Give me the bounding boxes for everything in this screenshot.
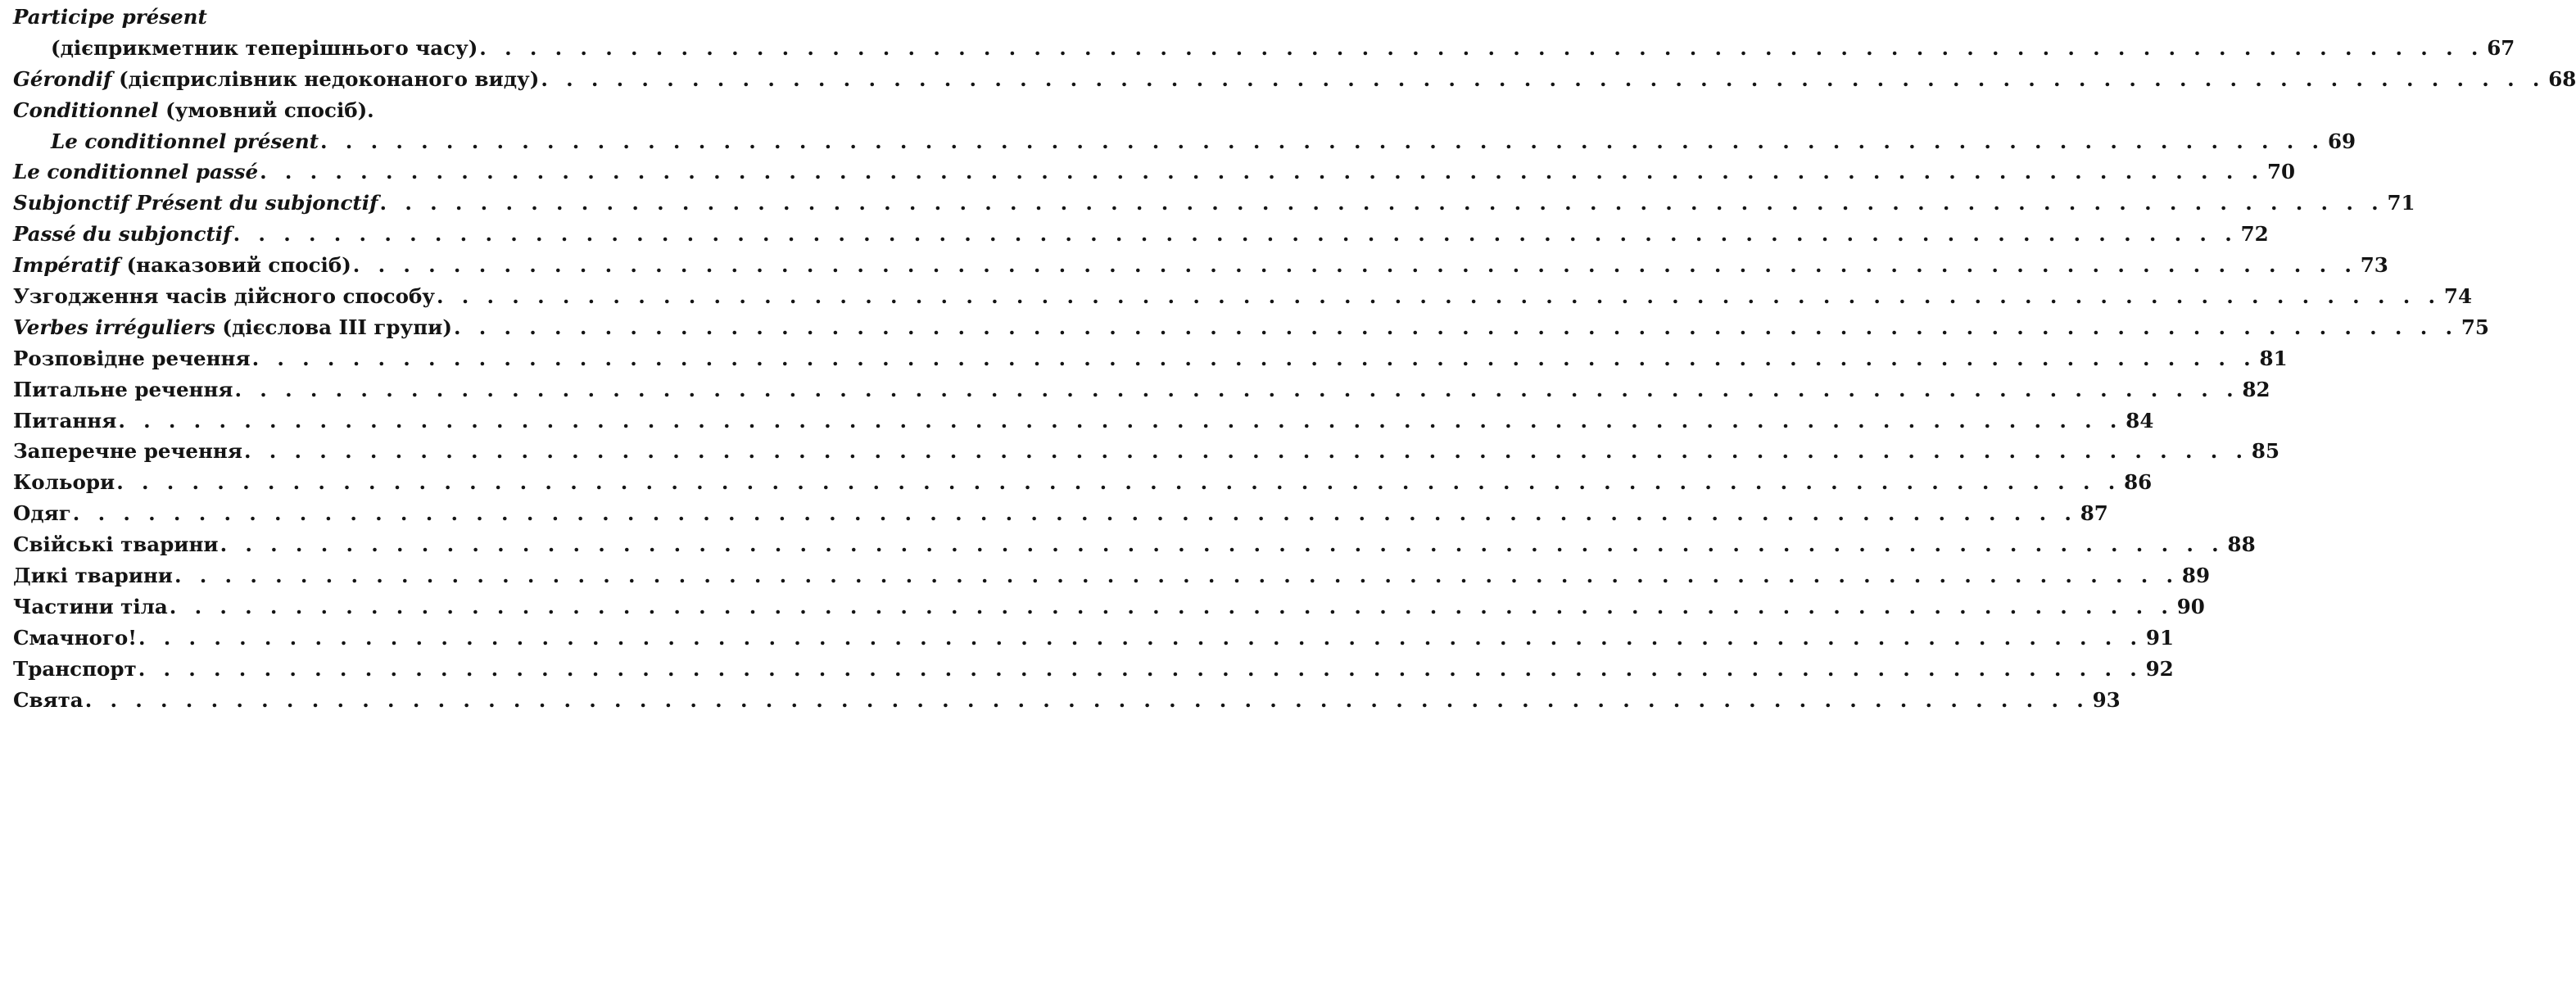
toc-entry-title [13, 343, 251, 374]
toc-entry-title [13, 405, 116, 437]
toc-entry-italic-text: Subjonctif Présent du subjonctif [13, 191, 378, 215]
toc-entry-italic-text: Impératif [13, 253, 120, 278]
toc-entry-plain-text: Заперечне речення [13, 439, 242, 464]
toc-entry-title [13, 529, 219, 560]
toc-entry-italic-text: Passé du subjonctif [13, 222, 232, 247]
toc-entry-title [51, 33, 478, 64]
toc-entry-page-number: 84 [2126, 408, 2154, 433]
toc-entry-plain-text: Свійські тварини [13, 532, 219, 557]
toc-entry-italic-text: Conditionnel [13, 97, 159, 122]
toc-entry [13, 343, 2288, 374]
toc-entry-title [13, 188, 378, 219]
toc-entry-page-number: 72 [2240, 222, 2269, 247]
dot-leader: . . . . . . . . . . . . . . . . . . . . . . . . . . . . . . . . . . . . . . . . . . . . . . . . . . . . . . . . . . . . . . . . . . . . . . . . . . . . . . . . [220, 532, 2225, 557]
toc-entry-plain-text: (дієприслівник недоконаного виду) [111, 66, 540, 91]
toc-entry [13, 498, 2108, 529]
toc-entry [13, 156, 2296, 188]
dot-leader: . . . . . . . . . . . . . . . . . . . . . . . . . . . . . . . . . . . . . . . . . . . . . . . . . . . . . . . . . . . . . . . . . . . . . . . . . . . . . . . . [320, 129, 2325, 153]
toc-entry-italic-text: Participe présent [13, 5, 207, 29]
toc-entry [13, 250, 2388, 281]
dot-leader: . . . . . . . . . . . . . . . . . . . . . . . . . . . . . . . . . . . . . . . . . . . . . . . . . . . . . . . . . . . . . . . . . . . . . . . . . . . . . . . . [251, 346, 2257, 370]
toc-entry-page-number: 73 [2360, 253, 2388, 278]
toc-entry [13, 591, 2205, 623]
toc-entry-page-number: 89 [2181, 564, 2211, 588]
dot-leader: . . . . . . . . . . . . . . . . . . . . . . . . . . . . . . . . . . . . . . . . . . . . . . . . . . . . . . . . . . . . . . . . . . . . . . . . . . . . . . . . [174, 564, 2179, 588]
toc-entry-page-number: 86 [2124, 470, 2153, 495]
toc-entry-plain-text: Питання [13, 408, 117, 433]
toc-entry-page-number: 67 [2487, 35, 2515, 60]
toc-entry [13, 312, 2489, 343]
toc-entry-title [13, 623, 137, 654]
toc-entry-title [13, 591, 168, 623]
toc-entry-plain-text: Транспорт [13, 656, 137, 681]
toc-entry-plain-text: Дикі тварини [13, 564, 173, 588]
toc-entry-italic-text: Le conditionnel présent [51, 129, 319, 153]
toc-entry-title [13, 436, 242, 467]
toc-entry-italic-text: Verbes irréguliers [13, 315, 215, 339]
toc-entry-title [13, 560, 173, 591]
toc-entry-page-number: 75 [2461, 315, 2489, 339]
toc-entry [13, 33, 2515, 64]
dot-leader: . . . . . . . . . . . . . . . . . . . . . . . . . . . . . . . . . . . . . . . . . . . . . . . . . . . . . . . . . . . . . . . . . . . . . . . . . . . . . . . . [118, 408, 2123, 433]
table-of-contents [13, 2, 2576, 715]
toc-entry-page-number: 70 [2267, 160, 2296, 184]
toc-entry [13, 188, 2415, 219]
dot-leader: . . . . . . . . . . . . . . . . . . . . . . . . . . . . . . . . . . . . . . . . . . . . . . . . . . . . . . . . . . . . . . . . . . . . . . . . . . . . . . . . [479, 35, 2484, 60]
toc-entry [13, 685, 2121, 716]
dot-leader: . . . . . . . . . . . . . . . . . . . . . . . . . . . . . . . . . . . . . . . . . . . . . . . . . . . . . . . . . . . . . . . . . . . . . . . . . . . . . . . . [72, 501, 2077, 526]
toc-entry-title [13, 685, 84, 716]
toc-entry [13, 219, 2269, 250]
toc-entry-page-number: 88 [2227, 532, 2256, 557]
toc-entry-plain-text: (наказовий спосіб) [120, 253, 351, 278]
toc-entry [13, 281, 2473, 312]
toc-entry-title [51, 126, 319, 157]
dot-leader: . . . . . . . . . . . . . . . . . . . . . . . . . . . . . . . . . . . . . . . . . . . . . . . . . . . . . . . . . . . . . . . . . . . . . . . . . . . . . . . . [116, 470, 2121, 495]
toc-entry-title [13, 2, 207, 33]
dot-leader: . . . . . . . . . . . . . . . . . . . . . . . . . . . . . . . . . . . . . . . . . . . . . . . . . . . . . . . . . . . . . . . . . . . . . . . . . . . . . . . . [453, 315, 2458, 339]
toc-entry-page-number: 68 [2548, 66, 2576, 91]
dot-leader: . . . . . . . . . . . . . . . . . . . . . . . . . . . . . . . . . . . . . . . . . . . . . . . . . . . . . . . . . . . . . . . . . . . . . . . . . . . . . . . . [379, 191, 2384, 215]
dot-leader: . . . . . . . . . . . . . . . . . . . . . . . . . . . . . . . . . . . . . . . . . . . . . . . . . . . . . . . . . . . . . . . . . . . . . . . . . . . . . . . . [436, 284, 2441, 309]
toc-entry [13, 436, 2280, 467]
toc-entry-plain-text: Частини тіла [13, 594, 168, 618]
dot-leader: . . . . . . . . . . . . . . . . . . . . . . . . . . . . . . . . . . . . . . . . . . . . . . . . . . . . . . . . . . . . . . . . . . . . . . . . . . . . . . . . [84, 687, 2089, 712]
toc-entry [13, 2, 634, 33]
toc-entry-title [13, 312, 452, 343]
toc-entry-title [13, 219, 232, 250]
toc-entry [13, 623, 2175, 654]
toc-entry-title [13, 95, 374, 126]
toc-entry-plain-text: Узгодження часів дійсного способу [13, 284, 435, 309]
toc-entry [13, 126, 2356, 157]
dot-leader: . . . . . . . . . . . . . . . . . . . . . . . . . . . . . . . . . . . . . . . . . . . . . . . . . . . . . . . . . . . . . . . . . . . . . . . . . . . . . . . . [138, 625, 2143, 650]
toc-entry-plain-text: (умовний спосіб). [158, 97, 374, 122]
dot-leader: . . . . . . . . . . . . . . . . . . . . . . . . . . . . . . . . . . . . . . . . . . . . . . . . . . . . . . . . . . . . . . . . . . . . . . . . . . . . . . . . [260, 160, 2264, 184]
dot-leader: . . . . . . . . . . . . . . . . . . . . . . . . . . . . . . . . . . . . . . . . . . . . . . . . . . . . . . . . . . . . . . . . . . . . . . . . . . . . . . . . [541, 66, 2546, 91]
toc-entry-page-number: 69 [2327, 129, 2356, 153]
toc-entry [13, 95, 634, 126]
toc-entry-plain-text: Кольори [13, 470, 115, 495]
toc-entry-plain-text: (дієприкметник теперішнього часу) [51, 35, 478, 60]
toc-entry-italic-text: Gérondif [13, 66, 112, 91]
toc-entry-title [13, 281, 435, 312]
toc-entry-italic-text: Le conditionnel passé [13, 160, 259, 184]
toc-entry-title [13, 64, 539, 95]
toc-entry-plain-text: Свята [13, 687, 84, 712]
toc-entry-plain-text: Питальне речення [13, 377, 233, 401]
toc-entry-title [13, 498, 71, 529]
toc-entry-page-number: 82 [2242, 377, 2270, 401]
toc-entry-title [13, 467, 115, 498]
toc-entry-title [13, 654, 137, 685]
toc-entry-plain-text: Смачного! [13, 625, 137, 650]
toc-entry-page-number: 85 [2251, 439, 2280, 464]
toc-entry-title [13, 374, 233, 405]
toc-entry-page-number: 74 [2443, 284, 2473, 309]
dot-leader: . . . . . . . . . . . . . . . . . . . . . . . . . . . . . . . . . . . . . . . . . . . . . . . . . . . . . . . . . . . . . . . . . . . . . . . . . . . . . . . . [352, 253, 2357, 278]
toc-entry-page-number: 91 [2145, 625, 2175, 650]
dot-leader: . . . . . . . . . . . . . . . . . . . . . . . . . . . . . . . . . . . . . . . . . . . . . . . . . . . . . . . . . . . . . . . . . . . . . . . . . . . . . . . . [233, 222, 2238, 247]
toc-entry [13, 467, 2153, 498]
toc-entry [13, 529, 2256, 560]
toc-entry-plain-text: Розповідне речення [13, 346, 251, 370]
dot-leader: . . . . . . . . . . . . . . . . . . . . . . . . . . . . . . . . . . . . . . . . . . . . . . . . . . . . . . . . . . . . . . . . . . . . . . . . . . . . . . . . [138, 656, 2143, 681]
dot-leader: . . . . . . . . . . . . . . . . . . . . . . . . . . . . . . . . . . . . . . . . . . . . . . . . . . . . . . . . . . . . . . . . . . . . . . . . . . . . . . . . [243, 439, 2248, 464]
toc-entry-page-number: 92 [2145, 656, 2174, 681]
toc-entry-title [13, 250, 351, 281]
toc-entry-page-number: 81 [2259, 346, 2288, 370]
toc-entry-plain-text: Одяг [13, 501, 71, 526]
dot-leader: . . . . . . . . . . . . . . . . . . . . . . . . . . . . . . . . . . . . . . . . . . . . . . . . . . . . . . . . . . . . . . . . . . . . . . . . . . . . . . . . [234, 377, 2239, 401]
toc-entry [13, 374, 2270, 405]
toc-entry [13, 64, 2576, 95]
dot-leader: . . . . . . . . . . . . . . . . . . . . . . . . . . . . . . . . . . . . . . . . . . . . . . . . . . . . . . . . . . . . . . . . . . . . . . . . . . . . . . . . [169, 594, 2174, 618]
toc-entry [13, 405, 2154, 437]
toc-entry-page-number: 93 [2092, 687, 2121, 712]
toc-entry [13, 560, 2211, 591]
toc-entry-page-number: 87 [2080, 501, 2108, 526]
toc-entry-title [13, 156, 258, 188]
toc-entry-page-number: 90 [2176, 594, 2205, 618]
toc-entry-page-number: 71 [2387, 191, 2415, 215]
toc-entry [13, 654, 2174, 685]
toc-entry-plain-text: (дієслова III групи) [215, 315, 452, 339]
